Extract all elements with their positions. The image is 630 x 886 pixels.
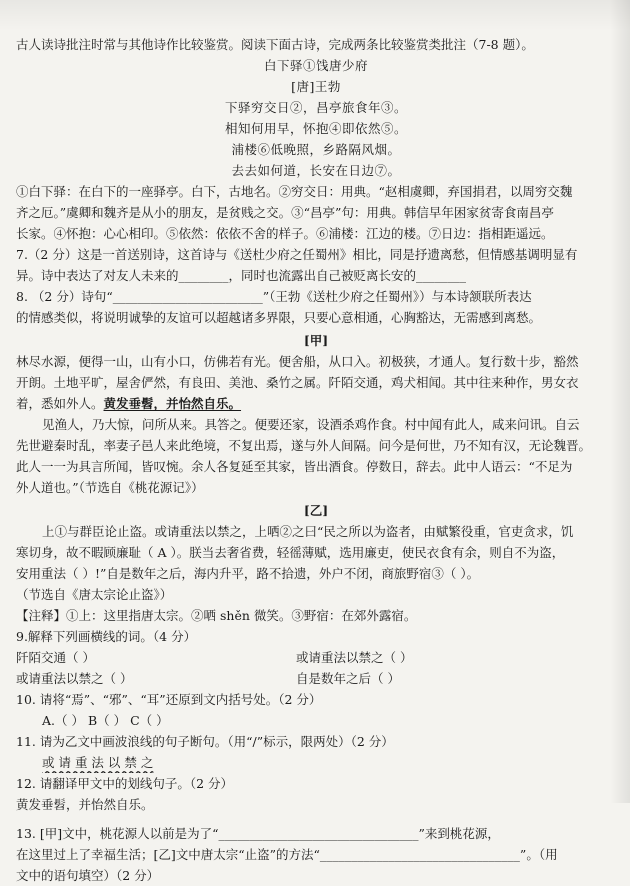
question-10-title: 10. 请将“焉”、“邪”、“耳”还原到文内括号处。（2 分） [16,692,322,707]
passage-yi-line: 安用重法（ ）!”自是数年之后，海内升平，路不拾遗，外户不闭，商旅野宿③（ ）。 [16,566,480,581]
question-9-item: 自是数年之后（ ） [296,671,400,686]
poem-notes: 齐之厄。”虞卿和魏齐是从小的朋友，是贫贱之交。③“昌亭”句：用典。韩信早年困家贫寄食南昌亭 [16,205,554,220]
passage-jia-line: 此人一一为具言所闻，皆叹惋。余人各复延至其家，皆出酒食。停数日，辞去。此中人语云：“不足为 [16,459,573,474]
glossary: 【注释】①上：这里指唐太宗。②哂 shěn 微笑。③野宿：在郊外露宿。 [16,608,417,623]
question-9-item: 或请重法以禁之（ ） [296,650,413,665]
poem-author: [唐]王勃 [291,79,341,94]
question-13: 13. [甲]文中，桃花源人以前是为了“________________________________”来到桃花源， [16,826,500,841]
question-8: 8. （2 分）诗句“________________________”（王勃《送杜少府之任蜀州》）与本诗颔联所表达 [16,289,532,304]
scan-shadow [0,0,630,30]
poem-line: 去去如何道，长安在日边⑦。 [231,163,401,178]
question-9-row [16,668,616,689]
question-8: 的情感类似，将说明诚挚的友谊可以超越诸多界限，只要心意相通，心胸豁达，无需感到离愁。 [16,310,542,325]
scan-edge [610,0,630,803]
question-9-title: 9.解释下列画横线的词。（4 分） [16,629,197,644]
passage-yi-line: 上①与群臣论止盗。或请重法以禁之，上哂②之曰“民之所以为盗者，由赋繁役重，官吏贪求，饥 [42,524,574,539]
poem-notes: 长家。④怀抱：心心相印。⑤依然：依依不舍的样子。⑥浦楼：江边的楼。⑦日边：指相距遥远。 [16,226,554,241]
passage-jia-line [16,393,616,414]
question-12-sentence: 黄发垂髫，并怡然自乐。 [16,797,154,812]
question-13: 在这里过上了幸福生活；[乙]文中唐太宗“止盗”的方法“________________________________”。（用 [16,847,558,862]
question-11-title: 11. 请为乙文中画波浪线的句子断句。（用“/”标示，限两处）（2 分） [16,734,394,749]
passage-jia-line: 见渔人，乃大惊，问所从来。具答之。便要还家，设酒杀鸡作食。村中闻有此人，咸来问讯。自云 [42,417,580,432]
poem-title: 白下驿①饯唐少府 [263,58,368,73]
question-11-sentence [16,752,616,773]
question-9-item: 阡陌交通（ ） [16,650,95,665]
passage-yi-line: 寒切身，故不暇顾廉耻（ A ）。朕当去奢省费，轻徭薄赋，选用廉吏，使民衣食有余，则自不为盗， [16,545,565,560]
underlined-sentence: 黄发垂髫，并怡然自乐。 [103,396,242,411]
question-7: 7.（2 分）这是一首送别诗，这首诗与《送杜少府之任蜀州》相比，同是抒遗离愁，但情感基调明显有 [16,247,578,262]
question-9-row [16,647,616,668]
passage-yi-source: （节选自《唐太宗论止盗》） [16,587,173,602]
question-12-title: 12. 请翻译甲文中的划线句子。（2 分） [16,776,234,791]
section-intro: 古人读诗批注时常与其他诗作比较鉴赏。阅读下面古诗，完成两条比较鉴赏类批注（7-8 题）。 [16,37,534,52]
passage-jia-heading: [甲] [303,333,329,348]
poem-line: 相知何用早，怀抱④即依然⑤。 [224,121,407,136]
passage-jia-line: 先世避秦时乱，率妻子邑人来此绝境，不复出焉，遂与外人间隔。问今是何世，乃不知有汉，无论魏晋。 [16,438,592,453]
question-13: 文中的语句填空）（2 分） [16,868,160,883]
passage-jia-text: 着，悉如外人。 [16,396,104,411]
poem-line: 浦楼⑥低晚照，乡路隔风烟。 [231,142,401,157]
question-7: 异。诗中表达了对友人未来的________，同时也流露出自己被贬离长安的________ [16,268,467,283]
poem-line: 下驿穷交日②，昌亭旅食年③。 [224,100,407,115]
passage-jia-line: 林尽水源，便得一山，山有小口，仿佛若有光。便舍船，从口入。初极狭，才通人。复行数十步，豁然 [16,354,579,369]
passage-jia-line: 外人道也。”（节选自《桃花源记》） [16,480,204,495]
question-10-options: A.（ ） B（ ） C（ ） [42,713,169,728]
passage-jia-line: 开朗。土地平旷，屋舍俨然，有良田、美池、桑竹之属。阡陌交通，鸡犬相闻。其中往来种作，男女衣 [16,375,579,390]
poem-notes: ①白下驿：在白下的一座驿亭。白下，古地名。②穷交日：用典。“赵相虞卿，弃国捐君，以周穷交魏 [16,184,573,199]
question-9-item: 或请重法以禁之（ ） [16,671,133,686]
wavy-sentence: 或 请 重 法 以 禁 之 [42,755,154,770]
passage-yi-heading: [乙] [303,503,329,518]
